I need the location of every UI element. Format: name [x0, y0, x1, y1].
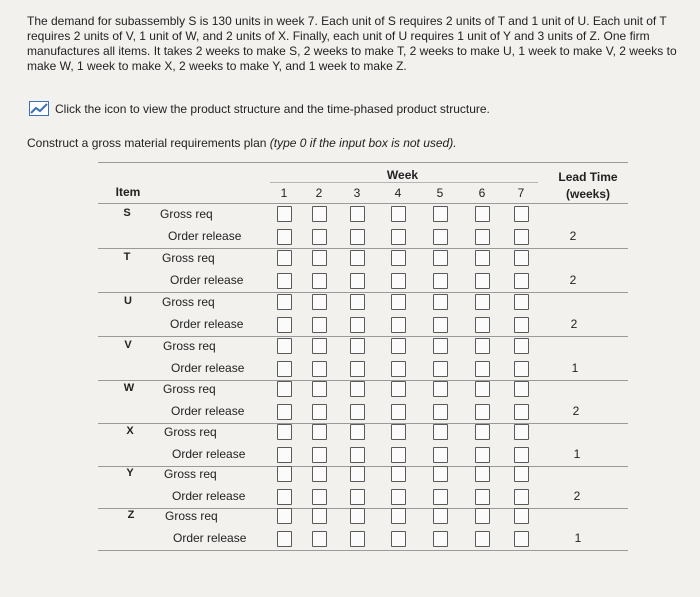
order-input-y-week-2[interactable]	[312, 489, 327, 505]
gross-req-label-y: Gross req	[164, 467, 217, 481]
order-input-z-week-6[interactable]	[475, 531, 490, 547]
order-input-s-week-7[interactable]	[514, 229, 529, 245]
gross-input-s-week-5[interactable]	[433, 206, 448, 222]
order-input-z-week-1[interactable]	[277, 531, 292, 547]
order-input-u-week-6[interactable]	[475, 317, 490, 333]
order-input-s-week-6[interactable]	[475, 229, 490, 245]
gross-input-s-week-4[interactable]	[391, 206, 406, 222]
order-input-t-week-1[interactable]	[277, 273, 292, 289]
order-input-v-week-5[interactable]	[433, 361, 448, 377]
order-input-x-week-4[interactable]	[391, 447, 406, 463]
gross-input-s-week-1[interactable]	[277, 206, 292, 222]
gross-input-y-week-3[interactable]	[350, 466, 365, 482]
gross-input-t-week-4[interactable]	[391, 250, 406, 266]
instruction-italic: (type 0 if the input box is not used).	[269, 136, 457, 150]
gross-req-label-u: Gross req	[162, 295, 215, 309]
order-input-u-week-4[interactable]	[391, 317, 406, 333]
order-input-t-week-3[interactable]	[350, 273, 365, 289]
order-release-label-z: Order release	[173, 531, 247, 545]
order-input-y-week-3[interactable]	[350, 489, 365, 505]
gross-input-w-week-7[interactable]	[514, 381, 529, 397]
gross-input-u-week-6[interactable]	[475, 294, 490, 310]
gross-input-z-week-5[interactable]	[433, 508, 448, 524]
order-input-x-week-5[interactable]	[433, 447, 448, 463]
order-release-label-u: Order release	[170, 317, 244, 331]
gross-input-y-week-2[interactable]	[312, 466, 327, 482]
order-input-z-week-2[interactable]	[312, 531, 327, 547]
order-input-s-week-4[interactable]	[391, 229, 406, 245]
order-input-y-week-1[interactable]	[277, 489, 292, 505]
gross-input-y-week-1[interactable]	[277, 466, 292, 482]
row-divider-u	[98, 336, 628, 337]
item-w: W	[123, 382, 135, 394]
product-structure-link[interactable]	[29, 101, 490, 116]
order-input-y-week-4[interactable]	[391, 489, 406, 505]
order-input-z-week-5[interactable]	[433, 531, 448, 547]
gross-input-v-week-6[interactable]	[475, 338, 490, 354]
instruction	[27, 136, 457, 150]
gross-input-w-week-2[interactable]	[312, 381, 327, 397]
order-input-u-week-7[interactable]	[514, 317, 529, 333]
leadtime-header-line2: (weeks)	[565, 187, 611, 201]
week-number-2: 2	[315, 186, 323, 200]
item-z: Z	[127, 509, 135, 521]
order-input-x-week-3[interactable]	[350, 447, 365, 463]
gross-input-w-week-3[interactable]	[350, 381, 365, 397]
gross-input-w-week-6[interactable]	[475, 381, 490, 397]
gross-input-v-week-7[interactable]	[514, 338, 529, 354]
item-header: Item	[115, 185, 141, 199]
leadtime-header-line1: Lead Time	[558, 170, 618, 184]
order-input-u-week-2[interactable]	[312, 317, 327, 333]
week-number-1: 1	[280, 186, 288, 200]
gross-req-label-t: Gross req	[162, 251, 215, 265]
order-input-w-week-3[interactable]	[350, 404, 365, 420]
order-release-label-y: Order release	[172, 489, 246, 503]
gross-input-x-week-4[interactable]	[391, 424, 406, 440]
item-v: V	[124, 339, 132, 351]
gross-input-v-week-3[interactable]	[350, 338, 365, 354]
gross-input-u-week-3[interactable]	[350, 294, 365, 310]
order-release-label-w: Order release	[171, 404, 245, 418]
gross-input-w-week-1[interactable]	[277, 381, 292, 397]
order-input-v-week-2[interactable]	[312, 361, 327, 377]
chart-icon[interactable]	[29, 101, 49, 116]
gross-input-v-week-4[interactable]	[391, 338, 406, 354]
item-x: X	[126, 425, 134, 437]
gross-input-s-week-2[interactable]	[312, 206, 327, 222]
order-input-u-week-5[interactable]	[433, 317, 448, 333]
gross-input-y-week-7[interactable]	[514, 466, 529, 482]
gross-input-w-week-5[interactable]	[433, 381, 448, 397]
lead-time-z: 1	[574, 531, 582, 545]
gross-input-u-week-7[interactable]	[514, 294, 529, 310]
gross-input-t-week-7[interactable]	[514, 250, 529, 266]
order-input-s-week-1[interactable]	[277, 229, 292, 245]
order-input-t-week-7[interactable]	[514, 273, 529, 289]
gross-input-t-week-1[interactable]	[277, 250, 292, 266]
item-u: U	[124, 295, 132, 307]
gross-req-label-w: Gross req	[163, 382, 216, 396]
row-divider-z	[98, 550, 628, 551]
order-release-label-t: Order release	[170, 273, 244, 287]
order-input-z-week-7[interactable]	[514, 531, 529, 547]
chart-link-text: Click the icon to view the product structure and the time-phased product structure.	[55, 101, 490, 116]
order-input-v-week-4[interactable]	[391, 361, 406, 377]
gross-input-w-week-4[interactable]	[391, 381, 406, 397]
gross-input-x-week-5[interactable]	[433, 424, 448, 440]
order-input-w-week-7[interactable]	[514, 404, 529, 420]
order-input-w-week-5[interactable]	[433, 404, 448, 420]
week-number-6: 6	[478, 186, 486, 200]
order-input-w-week-6[interactable]	[475, 404, 490, 420]
gross-input-z-week-1[interactable]	[277, 508, 292, 524]
gross-input-z-week-7[interactable]	[514, 508, 529, 524]
gross-input-y-week-5[interactable]	[433, 466, 448, 482]
lead-time-t: 2	[569, 273, 577, 287]
gross-input-t-week-3[interactable]	[350, 250, 365, 266]
order-input-x-week-6[interactable]	[475, 447, 490, 463]
gross-input-u-week-4[interactable]	[391, 294, 406, 310]
order-input-u-week-1[interactable]	[277, 317, 292, 333]
order-input-t-week-4[interactable]	[391, 273, 406, 289]
gross-input-z-week-3[interactable]	[350, 508, 365, 524]
gross-input-x-week-7[interactable]	[514, 424, 529, 440]
order-input-v-week-3[interactable]	[350, 361, 365, 377]
gross-input-u-week-5[interactable]	[433, 294, 448, 310]
order-input-w-week-4[interactable]	[391, 404, 406, 420]
order-input-x-week-7[interactable]	[514, 447, 529, 463]
lead-time-s: 2	[569, 229, 577, 243]
gross-input-s-week-3[interactable]	[350, 206, 365, 222]
lead-time-w: 2	[572, 404, 580, 418]
lead-time-u: 2	[570, 317, 578, 331]
order-release-label-s: Order release	[168, 229, 242, 243]
order-release-label-x: Order release	[172, 447, 246, 461]
gross-input-t-week-2[interactable]	[312, 250, 327, 266]
gross-input-v-week-2[interactable]	[312, 338, 327, 354]
order-release-label-v: Order release	[171, 361, 245, 375]
gross-input-y-week-6[interactable]	[475, 466, 490, 482]
order-input-w-week-1[interactable]	[277, 404, 292, 420]
gross-req-label-s: Gross req	[160, 207, 213, 221]
lead-time-x: 1	[573, 447, 581, 461]
gross-input-t-week-5[interactable]	[433, 250, 448, 266]
week-number-5: 5	[436, 186, 444, 200]
order-input-y-week-5[interactable]	[433, 489, 448, 505]
order-input-s-week-3[interactable]	[350, 229, 365, 245]
gross-input-y-week-4[interactable]	[391, 466, 406, 482]
gross-input-v-week-1[interactable]	[277, 338, 292, 354]
gross-input-x-week-3[interactable]	[350, 424, 365, 440]
row-divider-t	[98, 292, 628, 293]
gross-req-label-x: Gross req	[164, 425, 217, 439]
gross-input-x-week-1[interactable]	[277, 424, 292, 440]
gross-input-s-week-7[interactable]	[514, 206, 529, 222]
order-input-w-week-2[interactable]	[312, 404, 327, 420]
gross-input-s-week-6[interactable]	[475, 206, 490, 222]
order-input-v-week-7[interactable]	[514, 361, 529, 377]
lead-time-y: 2	[573, 489, 581, 503]
order-input-t-week-5[interactable]	[433, 273, 448, 289]
order-input-x-week-2[interactable]	[312, 447, 327, 463]
week-number-7: 7	[517, 186, 525, 200]
gross-input-z-week-4[interactable]	[391, 508, 406, 524]
order-input-x-week-1[interactable]	[277, 447, 292, 463]
instruction-main: Construct a gross material requirements plan	[27, 136, 270, 150]
order-input-y-week-6[interactable]	[475, 489, 490, 505]
order-input-t-week-2[interactable]	[312, 273, 327, 289]
gross-input-x-week-2[interactable]	[312, 424, 327, 440]
gross-input-x-week-6[interactable]	[475, 424, 490, 440]
item-t: T	[123, 251, 131, 263]
order-input-u-week-3[interactable]	[350, 317, 365, 333]
gross-input-u-week-2[interactable]	[312, 294, 327, 310]
order-input-v-week-6[interactable]	[475, 361, 490, 377]
lead-time-v: 1	[571, 361, 579, 375]
order-input-v-week-1[interactable]	[277, 361, 292, 377]
gross-req-label-z: Gross req	[165, 509, 218, 523]
order-input-t-week-6[interactable]	[475, 273, 490, 289]
gross-input-z-week-2[interactable]	[312, 508, 327, 524]
gross-input-v-week-5[interactable]	[433, 338, 448, 354]
item-y: Y	[126, 467, 134, 479]
week-number-4: 4	[394, 186, 402, 200]
week-header-rule	[270, 182, 538, 183]
gross-input-u-week-1[interactable]	[277, 294, 292, 310]
table-top-rule	[98, 162, 628, 163]
order-input-s-week-5[interactable]	[433, 229, 448, 245]
order-input-s-week-2[interactable]	[312, 229, 327, 245]
order-input-y-week-7[interactable]	[514, 489, 529, 505]
gross-req-label-v: Gross req	[163, 339, 216, 353]
order-input-z-week-3[interactable]	[350, 531, 365, 547]
week-header: Week	[386, 168, 419, 182]
week-number-3: 3	[353, 186, 361, 200]
order-input-z-week-4[interactable]	[391, 531, 406, 547]
item-s: S	[123, 207, 131, 219]
problem-statement: The demand for subassembly S is 130 units in week 7. Each unit of S requires 2 units of T and 1 unit of U. Each unit of T requires 2 units of V, 1 unit of W, and 2 units of X. Finally, each unit of U requires 1 unit of Y and 3 units of Z. One firm manufactures all items. It takes 2 weeks to make S, 2 weeks to make T, 2 weeks to make U, 1 week to make V, 2 weeks to make W, 1 week to make X, 2 weeks to make Y, and 1 week to make Z.	[27, 14, 677, 73]
header-bottom-rule	[98, 203, 628, 204]
row-divider-s	[98, 248, 628, 249]
gross-input-t-week-6[interactable]	[475, 250, 490, 266]
gross-input-z-week-6[interactable]	[475, 508, 490, 524]
